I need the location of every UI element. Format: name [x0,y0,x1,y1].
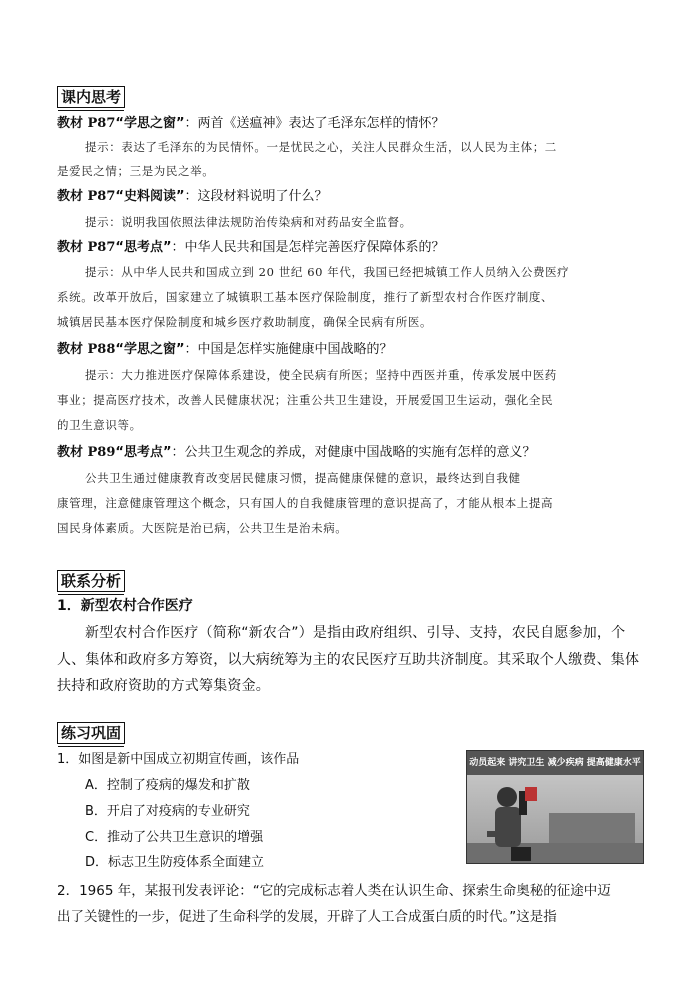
hint-1-line-1: 提示：表达了毛泽东的为民情怀。一是忧民之心，关注人民群众生活，以人民为主体；二 [85,140,557,154]
hint-3-line-1: 提示：从中华人民共和国成立到 20 世纪 60 年代，我国已经把城镇工作人员纳入公费医疗 [85,265,570,279]
question-source: 教材 P87 [57,240,116,255]
analysis-paragraph-line-3: 扶持和政府资助的方式筹集资金。 [57,678,270,694]
poster-factory-icon [549,813,635,843]
question-text: ：中国是怎样实施健康中国战略的？ [184,342,393,357]
hint-5-line-1: 公共卫生通过健康教育改变居民健康习惯，提高健康保健的意识，最终达到自我健 [85,471,521,485]
question-tag: “学思之窗” [115,116,185,131]
hint-2-line-1: 提示：说明我国依照法律法规防治传染病和对药品安全监督。 [85,215,412,229]
analysis-heading: 1．新型农村合作医疗 [57,598,193,614]
section-title-practice: 练习巩固 [57,722,125,744]
practice-question-2-line-1: 2．1965 年，某报刊发表评论：“它的完成标志着人类在认识生命、探索生命奥秘的征途中迈 [57,883,611,899]
section-title-analysis: 联系分析 [57,570,125,592]
question-1 [57,115,445,133]
question-2 [57,188,328,206]
question-4 [57,341,393,359]
option-c: C．推动了公共卫生意识的增强 [85,830,264,845]
question-tag: “史料阅读” [115,189,185,204]
practice-question-2-line-2: 出了关键性的一步，促进了生命科学的发展，开辟了人工合成蛋白质的时代。”这是指 [57,909,557,925]
question-source: 教材 P87 [57,189,116,204]
question-source: 教材 P89 [57,445,116,460]
propaganda-poster-image [466,750,644,864]
question-text: ：这段材料说明了什么？ [184,189,328,204]
hint-4-line-3: 的卫生意识等。 [57,418,142,432]
option-d: D．标志卫生防疫体系全面建立 [85,855,265,870]
question-source: 教材 P87 [57,116,116,131]
poster-figure-icon [481,781,541,863]
question-5 [57,444,536,462]
option-a: A．控制了疫病的爆发和扩散 [85,778,250,793]
question-text: ：公共卫生观念的养成，对健康中国战略的实施有怎样的意义？ [171,445,536,460]
question-source: 教材 P88 [57,342,116,357]
analysis-paragraph-line-1: 新型农村合作医疗（简称“新农合”）是指由政府组织、引导、支持，农民自愿参加，个 [85,625,626,641]
hint-1-line-2: 是爱民之情；三是为民之举。 [57,164,215,178]
question-3 [57,239,445,257]
question-tag: “学思之窗” [115,342,185,357]
poster-banner: 动员起来 讲究卫生 减少疾病 提高健康水平 [467,751,643,775]
question-text: ：中华人民共和国是怎样完善医疗保障体系的？ [171,240,445,255]
question-tag: “思考点” [115,240,172,255]
analysis-paragraph-line-2: 人、集体和政府多方筹资，以大病统筹为主的农民医疗互助共济制度。其采取个人缴费、集体 [57,652,640,668]
option-b: B．开启了对疫病的专业研究 [85,804,250,819]
hint-5-line-3: 国民身体素质。大医院是治已病，公共卫生是治未病。 [57,521,348,535]
practice-question-1: 1．如图是新中国成立初期宣传画，该作品 [57,752,300,767]
hint-5-line-2: 康管理，注意健康管理这个概念，只有国人的自我健康管理的意识提高了，才能从根本上提高 [57,496,554,510]
hint-3-line-3: 城镇居民基本医疗保险制度和城乡医疗救助制度，确保全民病有所医。 [57,315,433,329]
hint-3-line-2: 系统。改革开放后，国家建立了城镇职工基本医疗保险制度，推行了新型农村合作医疗制度、 [57,290,554,304]
question-tag: “思考点” [115,445,172,460]
hint-4-line-2: 事业；提高医疗技术，改善人民健康状况；注重公共卫生建设，开展爱国卫生运动，强化全民 [57,393,554,407]
section-title-think: 课内思考 [57,86,125,108]
question-text: ：两首《送瘟神》表达了毛泽东怎样的情怀？ [184,116,445,131]
hint-4-line-1: 提示：大力推进医疗保障体系建设，使全民病有所医；坚持中西医并重，传承发展中医药 [85,368,557,382]
